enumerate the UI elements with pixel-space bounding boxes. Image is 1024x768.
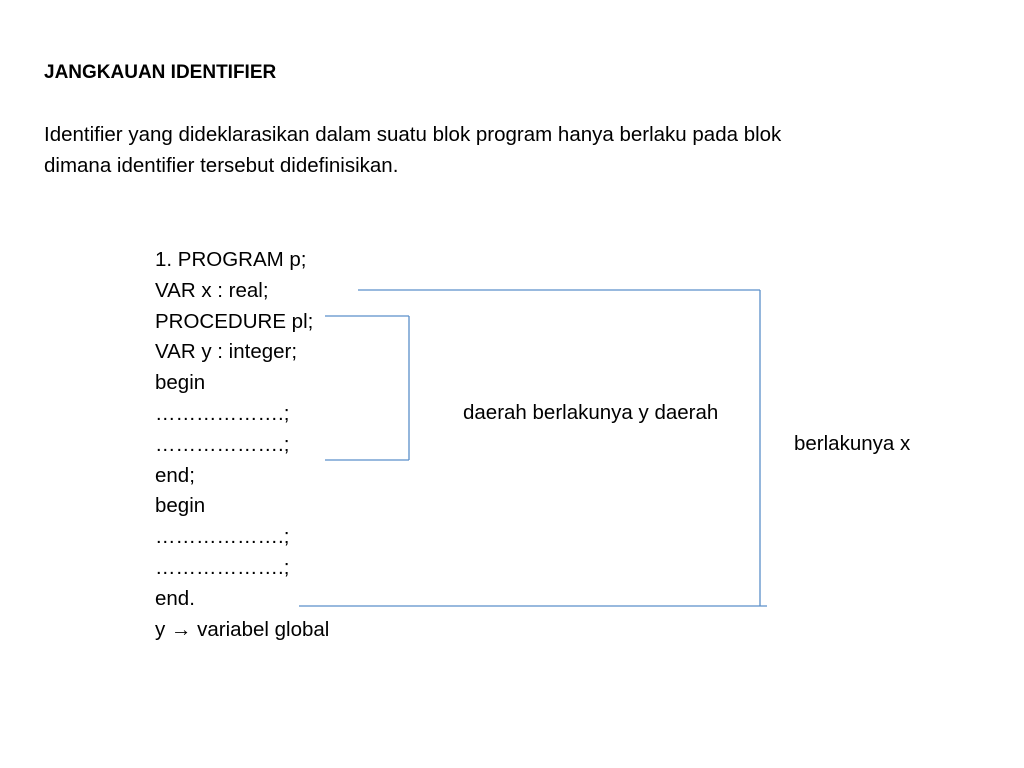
code-line-program: 1. PROGRAM p; [155,248,307,271]
code-listing [155,245,329,645]
code-line-end-inner: end; [155,463,195,487]
code-line-dots-1: ……………….; [155,401,290,425]
code-line-procedure: PROCEDURE pl; [155,309,314,333]
code-line-global-note: y → variabel global [155,617,330,641]
bracket-scope-y [325,316,409,460]
code-line-dots-2: ……………….; [155,432,290,456]
code-line-end-outer: end. [155,586,195,610]
scope-y-label: daerah berlakunya y daerah [463,401,719,424]
description-line-1: Identifier yang dideklarasikan dalam suatu blok program hanya berlaku pada blok [44,123,782,146]
code-line-var-x: VAR x : real; [155,278,269,302]
bracket-scope-x [299,290,767,606]
code-line-dots-4: ……………….; [155,555,290,579]
code-line-var-y: VAR y : integer; [155,340,298,364]
description-line-2: dimana identifier tersebut didefinisikan. [44,154,399,177]
code-line-begin-outer: begin [155,494,206,518]
slide-title: JANGKAUAN IDENTIFIER [44,62,277,83]
code-line-begin-inner: begin [155,371,206,395]
description-paragraph [44,119,944,181]
code-line-dots-3: ……………….; [155,525,290,549]
scope-x-label: berlakunya x [794,432,911,455]
